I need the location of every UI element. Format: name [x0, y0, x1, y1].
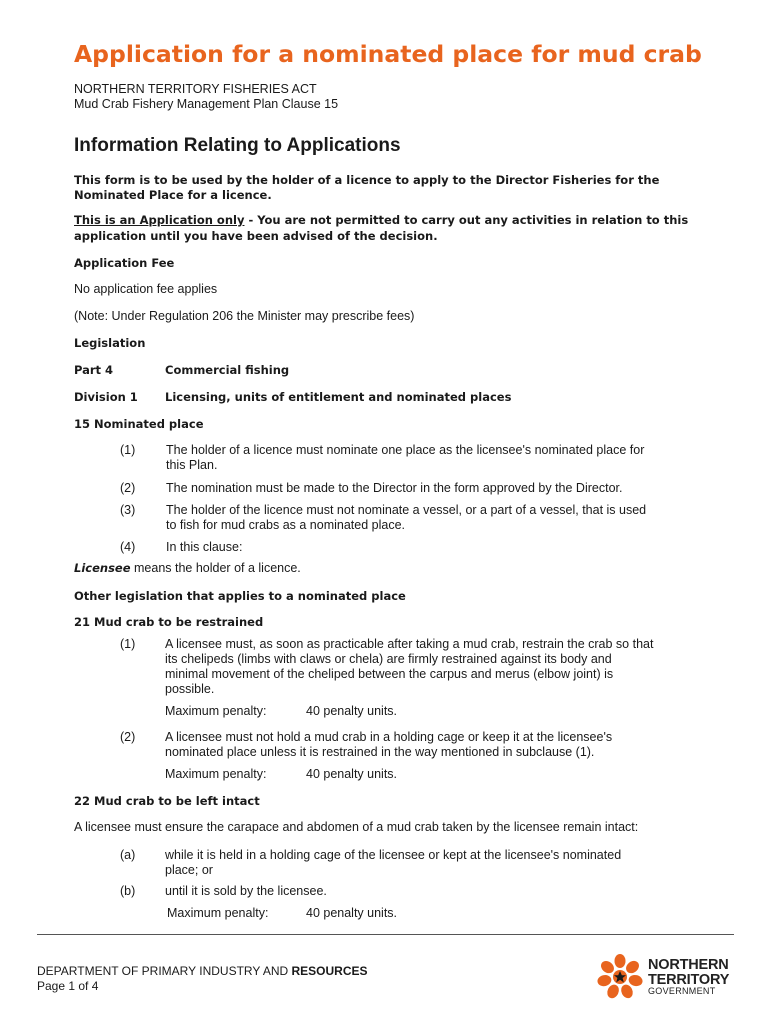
s21-2-penalty-label: Maximum penalty: [165, 767, 267, 781]
s15-item-1-line1: The holder of a licence must nominate one place as the licensee's nominated place for [166, 443, 645, 457]
division-label: Division 1 [74, 390, 138, 404]
s21-2-line1: A licensee must not hold a mud crab in a holding cage or keep it at the licensee's [165, 730, 613, 744]
logo-line-1: NORTHERN [648, 957, 729, 973]
notice-line-2: application until you have been advised of the decision. [74, 229, 438, 243]
s15-item-2-num: (2) [120, 481, 136, 495]
s15-item-4-line1: In this clause: [166, 540, 243, 554]
department-bold: RESOURCES [291, 964, 368, 978]
notice-rest: - You are not permitted to carry out any activities in relation to this [244, 213, 689, 227]
s22-penalty-label: Maximum penalty: [167, 906, 269, 920]
logo-text [648, 958, 729, 996]
s21-1-line1: A licensee must, as soon as practicable after taking a mud crab, restrain the crab so that [165, 637, 654, 651]
s15-item-3-num: (3) [120, 503, 136, 517]
logo-line-2: TERRITORY [648, 971, 730, 988]
page-number: Page 1 of 4 [37, 979, 99, 993]
s22-a-line1: while it is held in a holding cage of the licensee or kept at the licensee's nominated [165, 848, 622, 862]
fee-heading: Application Fee [74, 256, 175, 270]
division-text: Licensing, units of entitlement and nominated places [165, 390, 512, 404]
s22-penalty-value: 40 penalty units. [306, 906, 398, 920]
s15-item-4-num: (4) [120, 540, 136, 554]
page-title: Application for a nominated place for mud crab [74, 40, 702, 68]
s21-2-num: (2) [120, 730, 136, 744]
s21-heading: 21 Mud crab to be restrained [74, 615, 264, 629]
other-legislation-heading: Other legislation that applies to a nominated place [74, 589, 406, 603]
s22-b-line1: until it is sold by the licensee. [165, 884, 327, 898]
section-heading: Information Relating to Applications [74, 135, 401, 156]
s21-1-line2: its chelipeds (limbs with claws or chela) are firmly restrained against its body and [165, 652, 612, 666]
footer-department [37, 964, 368, 978]
s15-item-1-num: (1) [120, 443, 136, 457]
s21-1-penalty-label: Maximum penalty: [165, 704, 267, 718]
s15-item-3-line2: to fish for mud crabs as a nominated place. [166, 518, 406, 532]
s21-1-line3: minimal movement of the cheliped between the carpus and merus (elbow joint) is [165, 667, 614, 681]
s15-item-2-line1: The nomination must be made to the Director in the form approved by the Director. [166, 481, 623, 495]
footer-divider [37, 934, 734, 935]
s15-item-3-line1: The holder of the licence must not nominate a vessel, or a part of a vessel, that is used [166, 503, 647, 517]
s15-item-1-line2: this Plan. [166, 458, 218, 472]
intro-line-1: This form is to be used by the holder of a licence to apply to the Director Fisheries for the [74, 173, 660, 187]
legislation-heading: Legislation [74, 336, 146, 350]
fee-note: (Note: Under Regulation 206 the Minister may prescribe fees) [74, 309, 415, 323]
s22-a-num: (a) [120, 848, 136, 862]
logo-line-3: GOVERNMENT [648, 986, 716, 996]
definition-text: means the holder of a licence. [130, 561, 301, 575]
clause-reference: Mud Crab Fishery Management Plan Clause 15 [74, 97, 339, 111]
s21-2-penalty-value: 40 penalty units. [306, 767, 398, 781]
s22-text: A licensee must ensure the carapace and abdomen of a mud crab taken by the licensee remain intact: [74, 820, 639, 834]
s21-1-line4: possible. [165, 682, 215, 696]
department-prefix: DEPARTMENT OF PRIMARY INDUSTRY AND [37, 964, 292, 978]
licensee-definition [74, 561, 301, 575]
s21-1-num: (1) [120, 637, 136, 651]
part-text: Commercial fishing [165, 363, 290, 377]
s22-heading: 22 Mud crab to be left intact [74, 794, 260, 808]
s22-b-num: (b) [120, 884, 136, 898]
act-name: NORTHERN TERRITORY FISHERIES ACT [74, 82, 317, 96]
notice-underlined: This is an Application only [74, 213, 245, 227]
fee-text: No application fee applies [74, 282, 218, 296]
s21-2-line2: nominated place unless it is restrained in the way mentioned in subclause (1). [165, 745, 595, 759]
definition-term: Licensee [74, 561, 131, 575]
s22-a-line2: place; or [165, 863, 213, 877]
s21-1-penalty-value: 40 penalty units. [306, 704, 398, 718]
part-label: Part 4 [74, 363, 114, 377]
notice-line-1 [74, 213, 688, 227]
intro-line-2: Nominated Place for a licence. [74, 188, 272, 202]
s15-heading: 15 Nominated place [74, 417, 204, 431]
